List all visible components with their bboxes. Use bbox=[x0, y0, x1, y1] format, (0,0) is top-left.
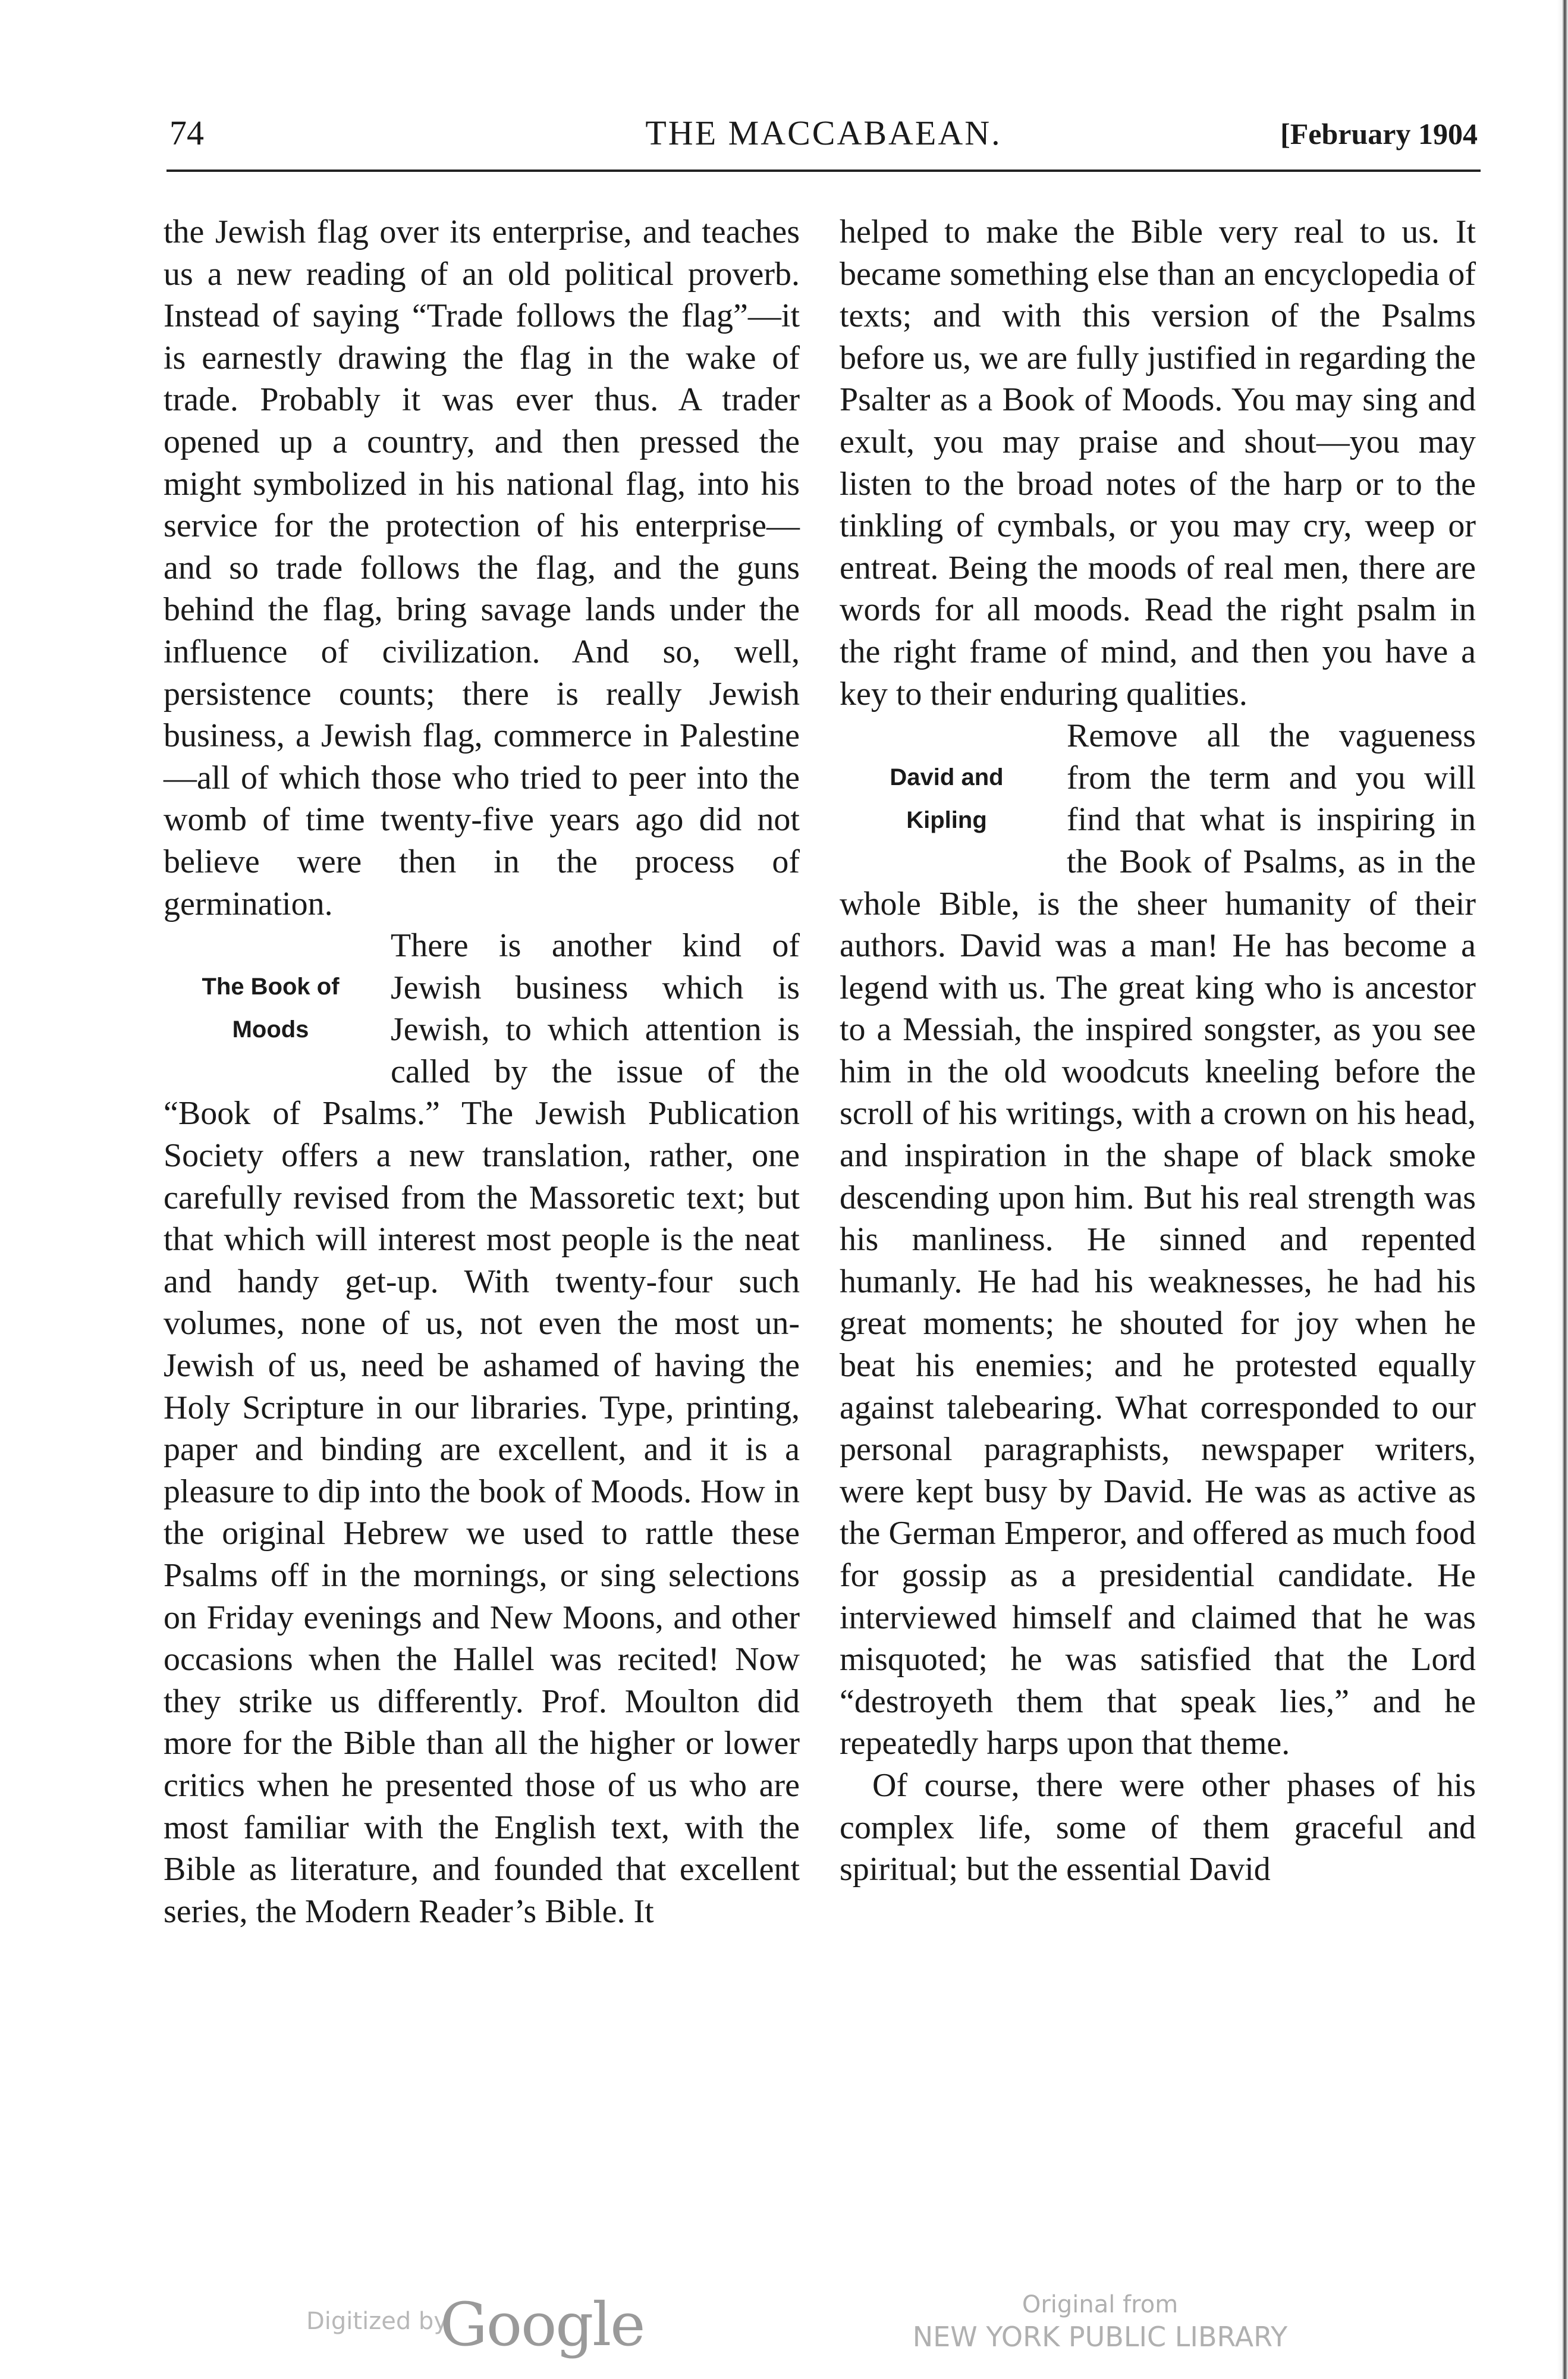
scan-edge-shadow bbox=[1557, 0, 1568, 2379]
right-paragraph-1: helped to make the Bible very real to us. It became something else than an encyclopedia of texts; and with this version of the Psalms before us, we are fully justified in regarding the Psalter as a Book of Moods. You may sing and exult, you may praise and shout—you may listen to the broad notes of the harp or to the tinkling of cymbals, or you may cry, weep or entreat. Being the moods of real men, there are words for all moods. Read the right psalm in the right frame of mind, and then you have a key to their enduring qualities. bbox=[840, 214, 1476, 713]
right-column bbox=[840, 211, 1476, 1891]
page-header bbox=[169, 113, 1478, 167]
sidenote-line: The Book of bbox=[202, 974, 340, 1000]
left-paragraph-1: the Jewish flag over its enterprise, and teaches us a new reading of an old political proverb. Instead of saying “Trade follows the flag”—it is earnestly drawing the flag in the wake of trade. Probably it was ever thus. A trader opened up a country, and then pressed the might symbolized in his national flag, into his service for the protection of his enterprise—and so trade follows the flag, and the guns behind the flag, bring savage lands under the influence of civilization. And so, well, persistence counts; there is really Jewish business, a Jewish flag, commerce in Palestine—all of which those who tried to peer into the womb of time twenty-five years ago did not believe were then in the process of germination. bbox=[164, 214, 800, 922]
library-name: NEW YORK PUBLIC LIBRARY bbox=[912, 2321, 1288, 2353]
right-paragraph-3: Of course, there were other phases of his complex life, some of them graceful and spiritual; but the essential David bbox=[840, 1766, 1476, 1888]
google-logo: Google bbox=[440, 2290, 645, 2359]
digitization-footer bbox=[0, 2290, 1568, 2373]
left-column bbox=[164, 211, 800, 1932]
sidenote-david-and-kipling bbox=[840, 715, 1054, 883]
original-from-label: Original from bbox=[1022, 2291, 1179, 2318]
sidenote-line: Kipling bbox=[906, 807, 987, 834]
sidenote-book-of-moods bbox=[164, 925, 378, 1091]
right-paragraph-2: Remove all the vagueness from the term and you will find that what is inspiring in the Book of Psalms, as in the whole Bible, is the sheer humanity of their authors. David was a man! He has become a legend with us. The great king who is ancestor to a Messiah, the inspired songster, as you see him in the old woodcuts kneeling before the scroll of his writings, with a crown on his head, and inspiration in the shape of black smoke descending upon him. But his real strength was his manliness. He sinned and repented humanly. He had his weaknesses, he had his great moments; he shouted for joy when he beat his enemies; and he protested equally against talebearing. What corresponded to our personal paragraphists, newspaper writers, were kept busy by David. He was as active as the German Emperor, and offered as much food for gossip as a presidential candidate. He interviewed himself and claimed that he was misquoted; he was satisfied that the Lord “destroyeth them that speak lies,” and he repeatedly harps upon that theme. bbox=[840, 717, 1476, 1762]
digitized-by-label: Digitized by bbox=[306, 2308, 448, 2335]
issue-date: [February 1904 bbox=[1280, 117, 1478, 150]
sidenote-line: David and bbox=[890, 764, 1004, 791]
header-rule bbox=[166, 170, 1481, 172]
page-number: 74 bbox=[169, 114, 204, 152]
left-paragraph-2: There is another kind of Jewish business which is Jewish, to which attention is called by the issue of the “Book of Psalms.” The Jewish Publication Society offers a new translation, rather, one carefully revised from the Massoretic text; but that which will interest most people is the neat and handy get-up. With twenty-four such volumes, none of us, not even the most un-Jewish of us, need be ashamed of having the Holy Scripture in our libraries. Type, printing, paper and binding are excellent, and it is a pleasure to dip into the book of Moods. How in the original Hebrew we used to rattle these Psalms off in the mornings, or sing selections on Friday evenings and New Moons, and other occasions when the Hallel was recited! Now they strike us differently. Prof. Moulton did more for the Bible than all the higher or lower critics when he presented those of us who are most familiar with the English text, with the Bible as literature, and founded that excellent series, the Modern Reader’s Bible. It bbox=[164, 927, 800, 1930]
journal-title: THE MACCABAEAN. bbox=[645, 114, 1002, 152]
sidenote-line: Moods bbox=[232, 1016, 309, 1043]
library-credit bbox=[892, 2290, 1308, 2354]
